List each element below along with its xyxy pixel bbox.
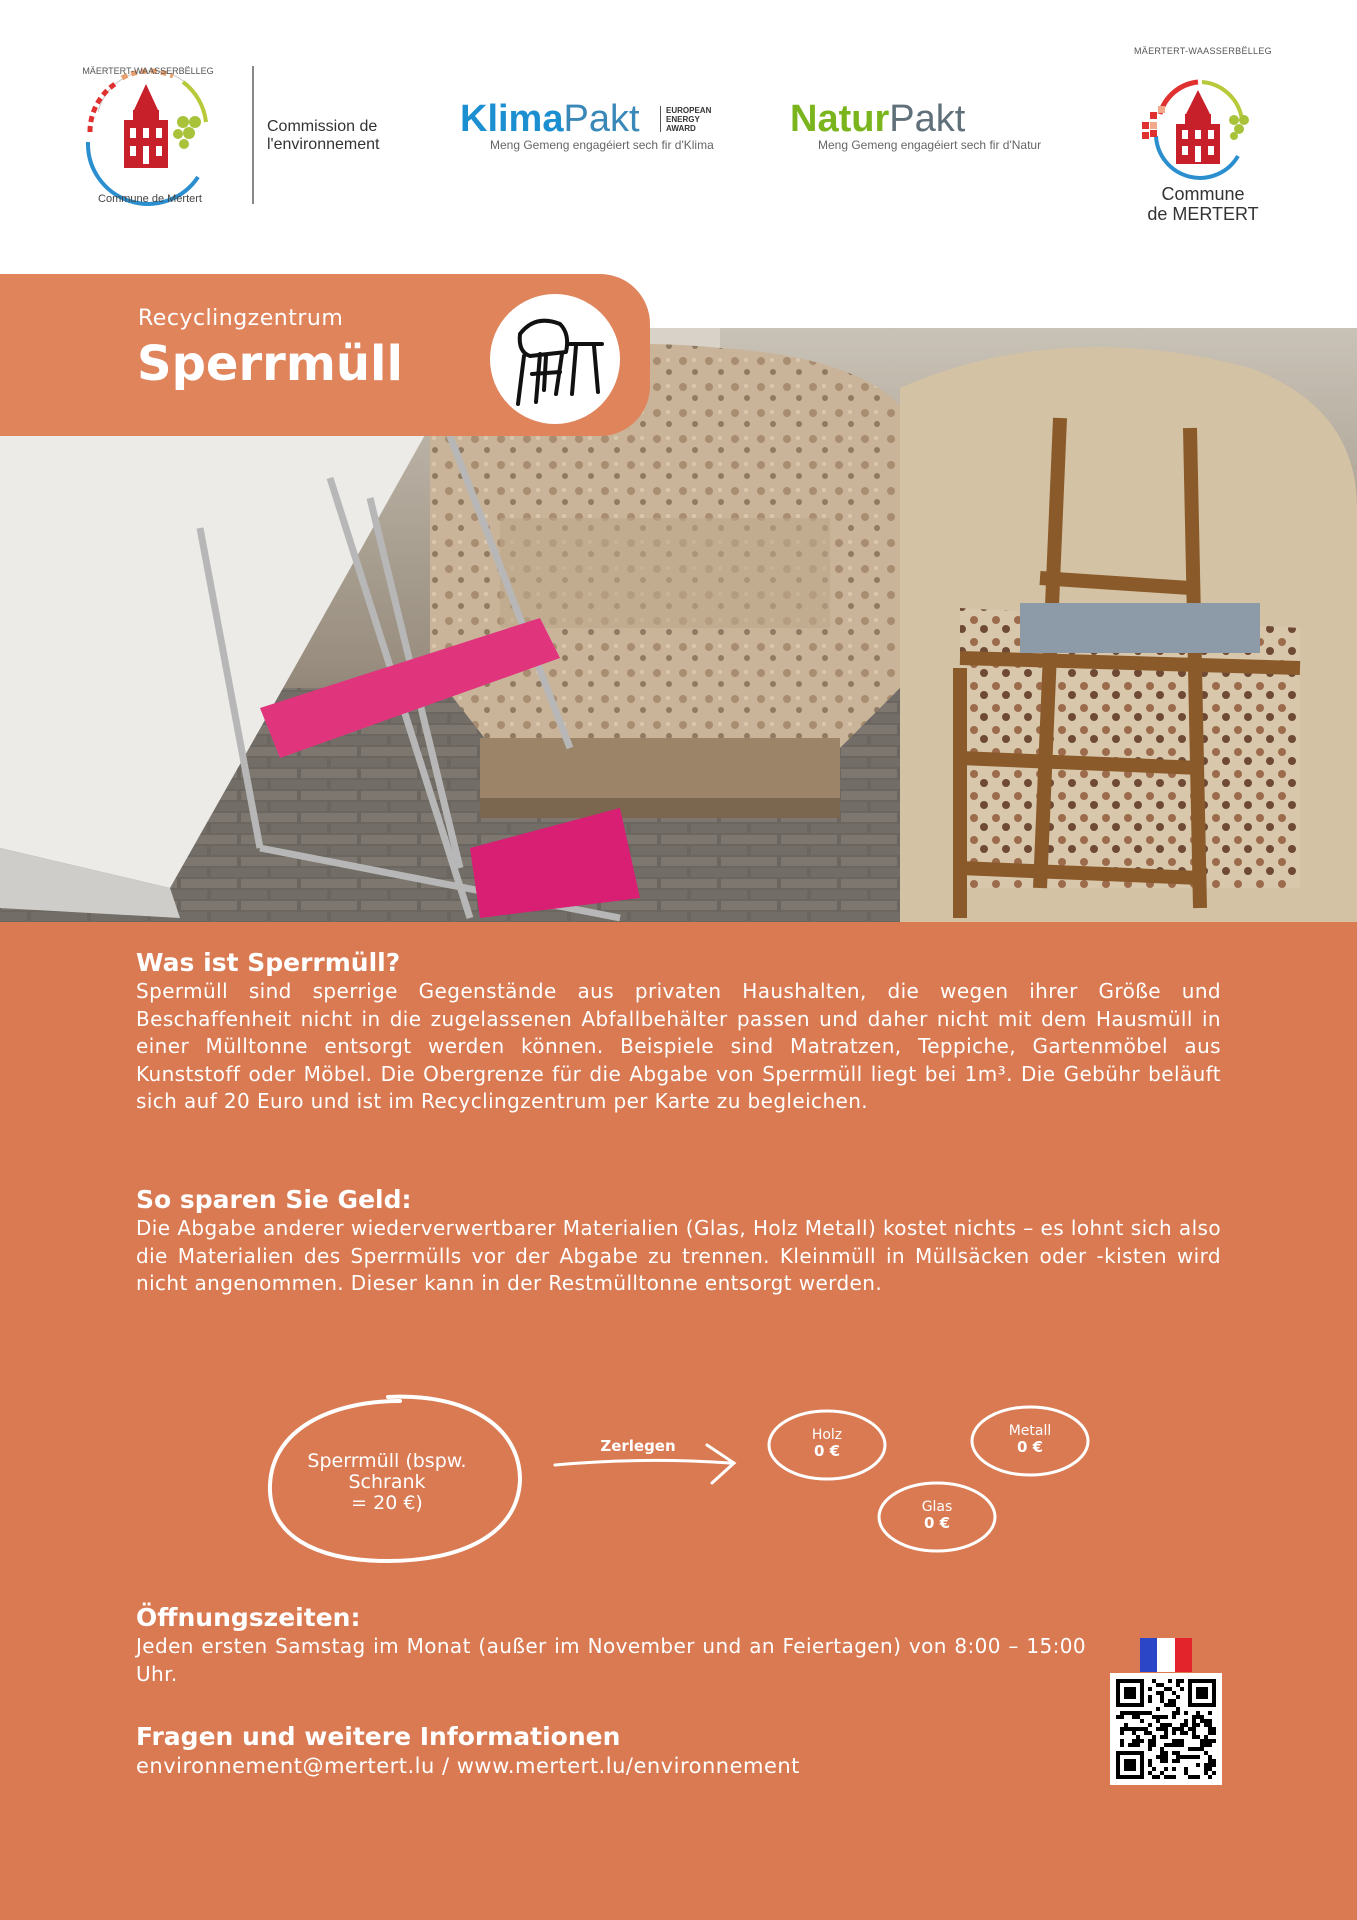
item-price: 0 € (813, 1442, 841, 1460)
diagram-item-holz (772, 1427, 882, 1459)
town-hall-icon (1138, 64, 1258, 184)
naturpakt-natur: Natur (790, 98, 890, 140)
commune-mertert-logo (78, 52, 218, 222)
naturpakt-logo (790, 98, 1090, 158)
item-price: 0 € (923, 1514, 951, 1532)
item-name: Metall (1008, 1423, 1052, 1439)
title-banner (0, 274, 650, 436)
diagram-item-metall (975, 1423, 1085, 1455)
section-heading: Öffnungszeiten: (136, 1603, 361, 1632)
section-text: Spermüll sind sperrige Gegenstände aus privaten Haushalten, die wegen ihrer Größe und Beschaffenheit nicht in die zugelassenen Abfallbehälter passen und daher nicht mit dem Hausmüll in einer Mülltonne entsorgt werden können. Beispiele sind Matratzen, Teppiche, Gartenmöbel aus Kunststoff oder Möbel. Die Obergrenze für die Abgabe von Sperrmüll liegt bei 1m³. Die Gebühr beläuft sich auf 20 Euro und ist im Recyclingzentrum per Karte zu begleichen. (136, 979, 1221, 1113)
award-line: AWARD (666, 124, 696, 133)
section-heading: Was ist Sperrmüll? (136, 948, 401, 977)
commune-name (1128, 184, 1278, 224)
section-what-is (136, 948, 1221, 1116)
diagram-item-glas (882, 1499, 992, 1531)
logo-arc-bottom-text: Commune de Mertert (98, 193, 202, 205)
logo-top-text: MÄERTERT-WAASSERBËLLEG (1134, 46, 1272, 56)
french-flag-icon (1140, 1638, 1192, 1672)
klimapakt-klima: Klima (460, 98, 564, 140)
diagram-arrow-label: Zerlegen (600, 1437, 676, 1455)
divider (660, 106, 661, 132)
qr-code-icon[interactable] (1110, 1673, 1222, 1785)
commune-line1: Commune (1161, 184, 1245, 204)
naturpakt-pakt: Pakt (889, 98, 966, 140)
item-price: 0 € (1016, 1438, 1044, 1456)
item-name: Holz (811, 1427, 843, 1443)
klimapakt-tagline: Meng Gemeng engagéiert sech fir d'Klima (490, 138, 714, 152)
commission-environnement-label: Commission de l'environnement (267, 118, 380, 153)
page-title: Sperrmüll (137, 336, 403, 392)
item-name: Glas (921, 1499, 953, 1515)
chair-table-icon (490, 294, 620, 424)
commune-line2: de MERTERT (1147, 204, 1259, 224)
european-energy-award-label (666, 106, 711, 133)
section-heading: Fragen und weitere Informationen (136, 1722, 621, 1751)
section-contact (136, 1722, 1086, 1780)
diagram-line: Sperrmüll (bspw. (307, 1450, 467, 1472)
section-save-money (136, 1185, 1221, 1298)
divider (252, 66, 254, 204)
section-text: Jeden ersten Samstag im Monat (außer im November und an Feiertagen) von 8:00 – 15:00 Uhr. (136, 1634, 1086, 1686)
contact-info[interactable]: environnement@mertert.lu / www.mertert.lu/environnement (136, 1754, 800, 1778)
diagram-line: = 20 €) (351, 1492, 423, 1514)
klimapakt-logo (460, 98, 740, 158)
separation-diagram (260, 1385, 1100, 1570)
diagram-bulky-waste-label (282, 1451, 492, 1514)
naturpakt-tagline: Meng Gemeng engagéiert sech fir d'Natur (818, 138, 1042, 152)
award-line: ENERGY (666, 115, 700, 124)
banner-kicker: Recyclingzentrum (138, 306, 344, 331)
section-opening-hours (136, 1603, 1086, 1688)
klimapakt-pakt: Pakt (563, 98, 640, 140)
award-line: EUROPEAN (666, 106, 712, 115)
commune-de-mertert-logo (1128, 46, 1278, 226)
logo-arc-top-text: MÄERTERT-WAASSERBËLLEG (82, 66, 214, 76)
section-text: Die Abgabe anderer wiederverwertbarer Materialien (Glas, Holz Metall) kostet nichts – es lohnt sich also die Materialien des Sperrmülls vor der Abgabe zu trennen. Kleinmüll in Müllsäcken oder -kisten wird nicht angenommen. Dieser kann in der Restmülltonne entsorgt werden. (136, 1216, 1221, 1295)
diagram-line: Schrank (348, 1471, 426, 1493)
section-heading: So sparen Sie Geld: (136, 1185, 412, 1214)
